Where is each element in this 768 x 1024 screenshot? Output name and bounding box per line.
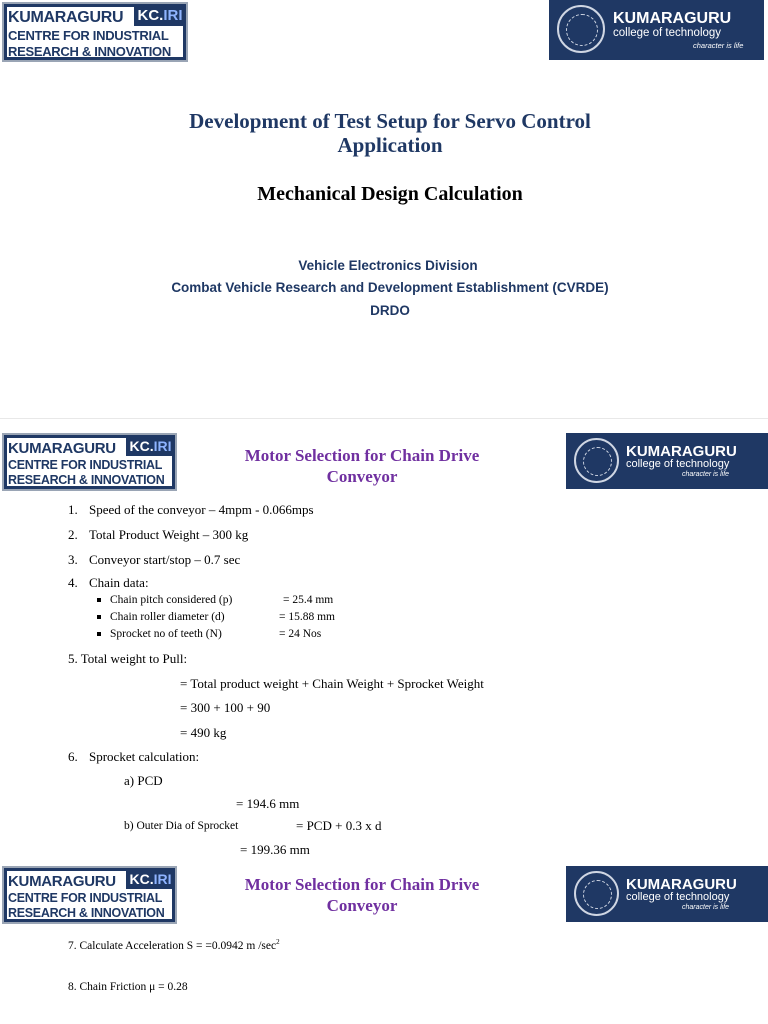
weight-line-1: = Total product weight + Chain Weight + Sprocket Weight [180, 676, 484, 691]
list-item-6: Sprocket calculation: [89, 749, 200, 764]
logo-ku-name: KUMARAGURU [626, 876, 737, 893]
outer-dia-formula: = PCD + 0.3 x d [296, 818, 382, 833]
logo-kc-tag-kc: KC. [137, 7, 164, 24]
org-line1: Vehicle Electronics Division [298, 258, 478, 273]
logo-kc-line2: CENTRE FOR INDUSTRIAL [8, 458, 163, 472]
list-item-2: Total Product Weight – 300 kg [89, 527, 249, 542]
kumaraguru-logo [549, 0, 764, 60]
bullet-icon [97, 598, 101, 602]
list-item-1: Speed of the conveyor – 4mpm - 0.066mps [89, 502, 314, 517]
slide1-title-line1: Development of Test Setup for Servo Control [189, 109, 591, 133]
weight-line-3: = 490 kg [180, 725, 227, 740]
logo-kc-line1: KUMARAGURU [8, 873, 116, 890]
org-line3: DRDO [370, 303, 410, 318]
outer-dia-label: b) Outer Dia of Sprocket [124, 820, 239, 832]
emblem-icon [557, 5, 605, 53]
chain-roller-label: Chain roller diameter (d) [110, 611, 225, 623]
list-item-6-num: 6. [68, 749, 78, 764]
list-item-1-num: 1. [68, 502, 78, 517]
pcd-value: = 194.6 mm [236, 796, 300, 811]
logo-kc-line3: RESEARCH & INNOVATION [8, 473, 165, 487]
org-line2: Combat Vehicle Research and Development Establishment (CVRDE) [171, 280, 609, 295]
logo-kc-tag [126, 437, 175, 456]
logo-kc-tag-kc: KC. [129, 438, 154, 454]
sprocket-teeth-label: Sprocket no of teeth (N) [110, 628, 222, 640]
list-item-2-num: 2. [68, 527, 78, 542]
list-item-7-text: 7. Calculate Acceleration S = =0.0942 m /sec [68, 939, 277, 952]
logo-ku-tagline: character is life [682, 471, 730, 478]
logo-ku-name: KUMARAGURU [613, 10, 732, 27]
list-item-7 [68, 938, 280, 952]
kc-iri-logo [2, 2, 188, 62]
logo-ku-name: KUMARAGURU [626, 443, 737, 460]
logo-ku-sub: college of technology [626, 891, 730, 903]
kumaraguru-logo [566, 866, 768, 922]
kc-iri-logo [2, 433, 177, 491]
logo-ku-tagline: character is life [682, 904, 730, 911]
weight-line-2: = 300 + 100 + 90 [180, 700, 271, 715]
logo-kc-tag [134, 6, 186, 26]
slide3-title-line2: Conveyor [326, 896, 398, 915]
chain-pitch-value: = 25.4 mm [283, 594, 334, 606]
slide-divider [0, 418, 768, 419]
sprocket-teeth-value: = 24 Nos [279, 628, 322, 640]
logo-kc-line1: KUMARAGURU [8, 9, 124, 26]
list-item-4: Chain data: [89, 575, 149, 590]
logo-ku-sub: college of technology [626, 458, 730, 470]
slide2-title-line2: Conveyor [326, 467, 398, 486]
logo-kc-tag-kc: KC. [129, 871, 154, 887]
list-item-3-num: 3. [68, 552, 78, 567]
chain-roller-value: = 15.88 mm [279, 611, 336, 623]
outer-dia-value: = 199.36 mm [240, 842, 310, 857]
logo-kc-tag-iri: IRI [153, 438, 172, 454]
list-item-8: 8. Chain Friction μ = 0.28 [68, 981, 188, 993]
logo-kc-line2: CENTRE FOR INDUSTRIAL [8, 28, 169, 43]
kumaraguru-logo [566, 433, 768, 489]
logo-ku-tagline: character is life [693, 41, 744, 50]
logo-ku-sub: college of technology [613, 27, 722, 39]
list-item-4-num: 4. [68, 575, 78, 590]
pcd-label: a) PCD [124, 773, 163, 788]
list-item-3: Conveyor start/stop – 0.7 sec [89, 552, 241, 567]
logo-kc-line1: KUMARAGURU [8, 440, 116, 457]
kc-iri-logo [2, 866, 177, 924]
emblem-icon [574, 871, 619, 916]
logo-kc-tag-iri: IRI [163, 7, 183, 24]
emblem-icon [574, 438, 619, 483]
bullet-icon [97, 632, 101, 636]
list-item-7-sup: 2 [276, 938, 280, 946]
logo-kc-tag-iri: IRI [153, 871, 172, 887]
list-item-5: 5. Total weight to Pull: [68, 651, 188, 666]
logo-kc-tag [126, 870, 175, 889]
bullet-icon [97, 615, 101, 619]
slide1-title-line2: Application [337, 133, 443, 157]
logo-kc-line3: RESEARCH & INNOVATION [8, 44, 171, 59]
logo-kc-line3: RESEARCH & INNOVATION [8, 906, 165, 920]
logo-kc-line2: CENTRE FOR INDUSTRIAL [8, 891, 163, 905]
slide3-title-line1: Motor Selection for Chain Drive [244, 875, 480, 894]
slide1-subtitle: Mechanical Design Calculation [257, 183, 523, 205]
chain-pitch-label: Chain pitch considered (p) [110, 594, 233, 606]
slide2-title-line1: Motor Selection for Chain Drive [244, 446, 480, 465]
